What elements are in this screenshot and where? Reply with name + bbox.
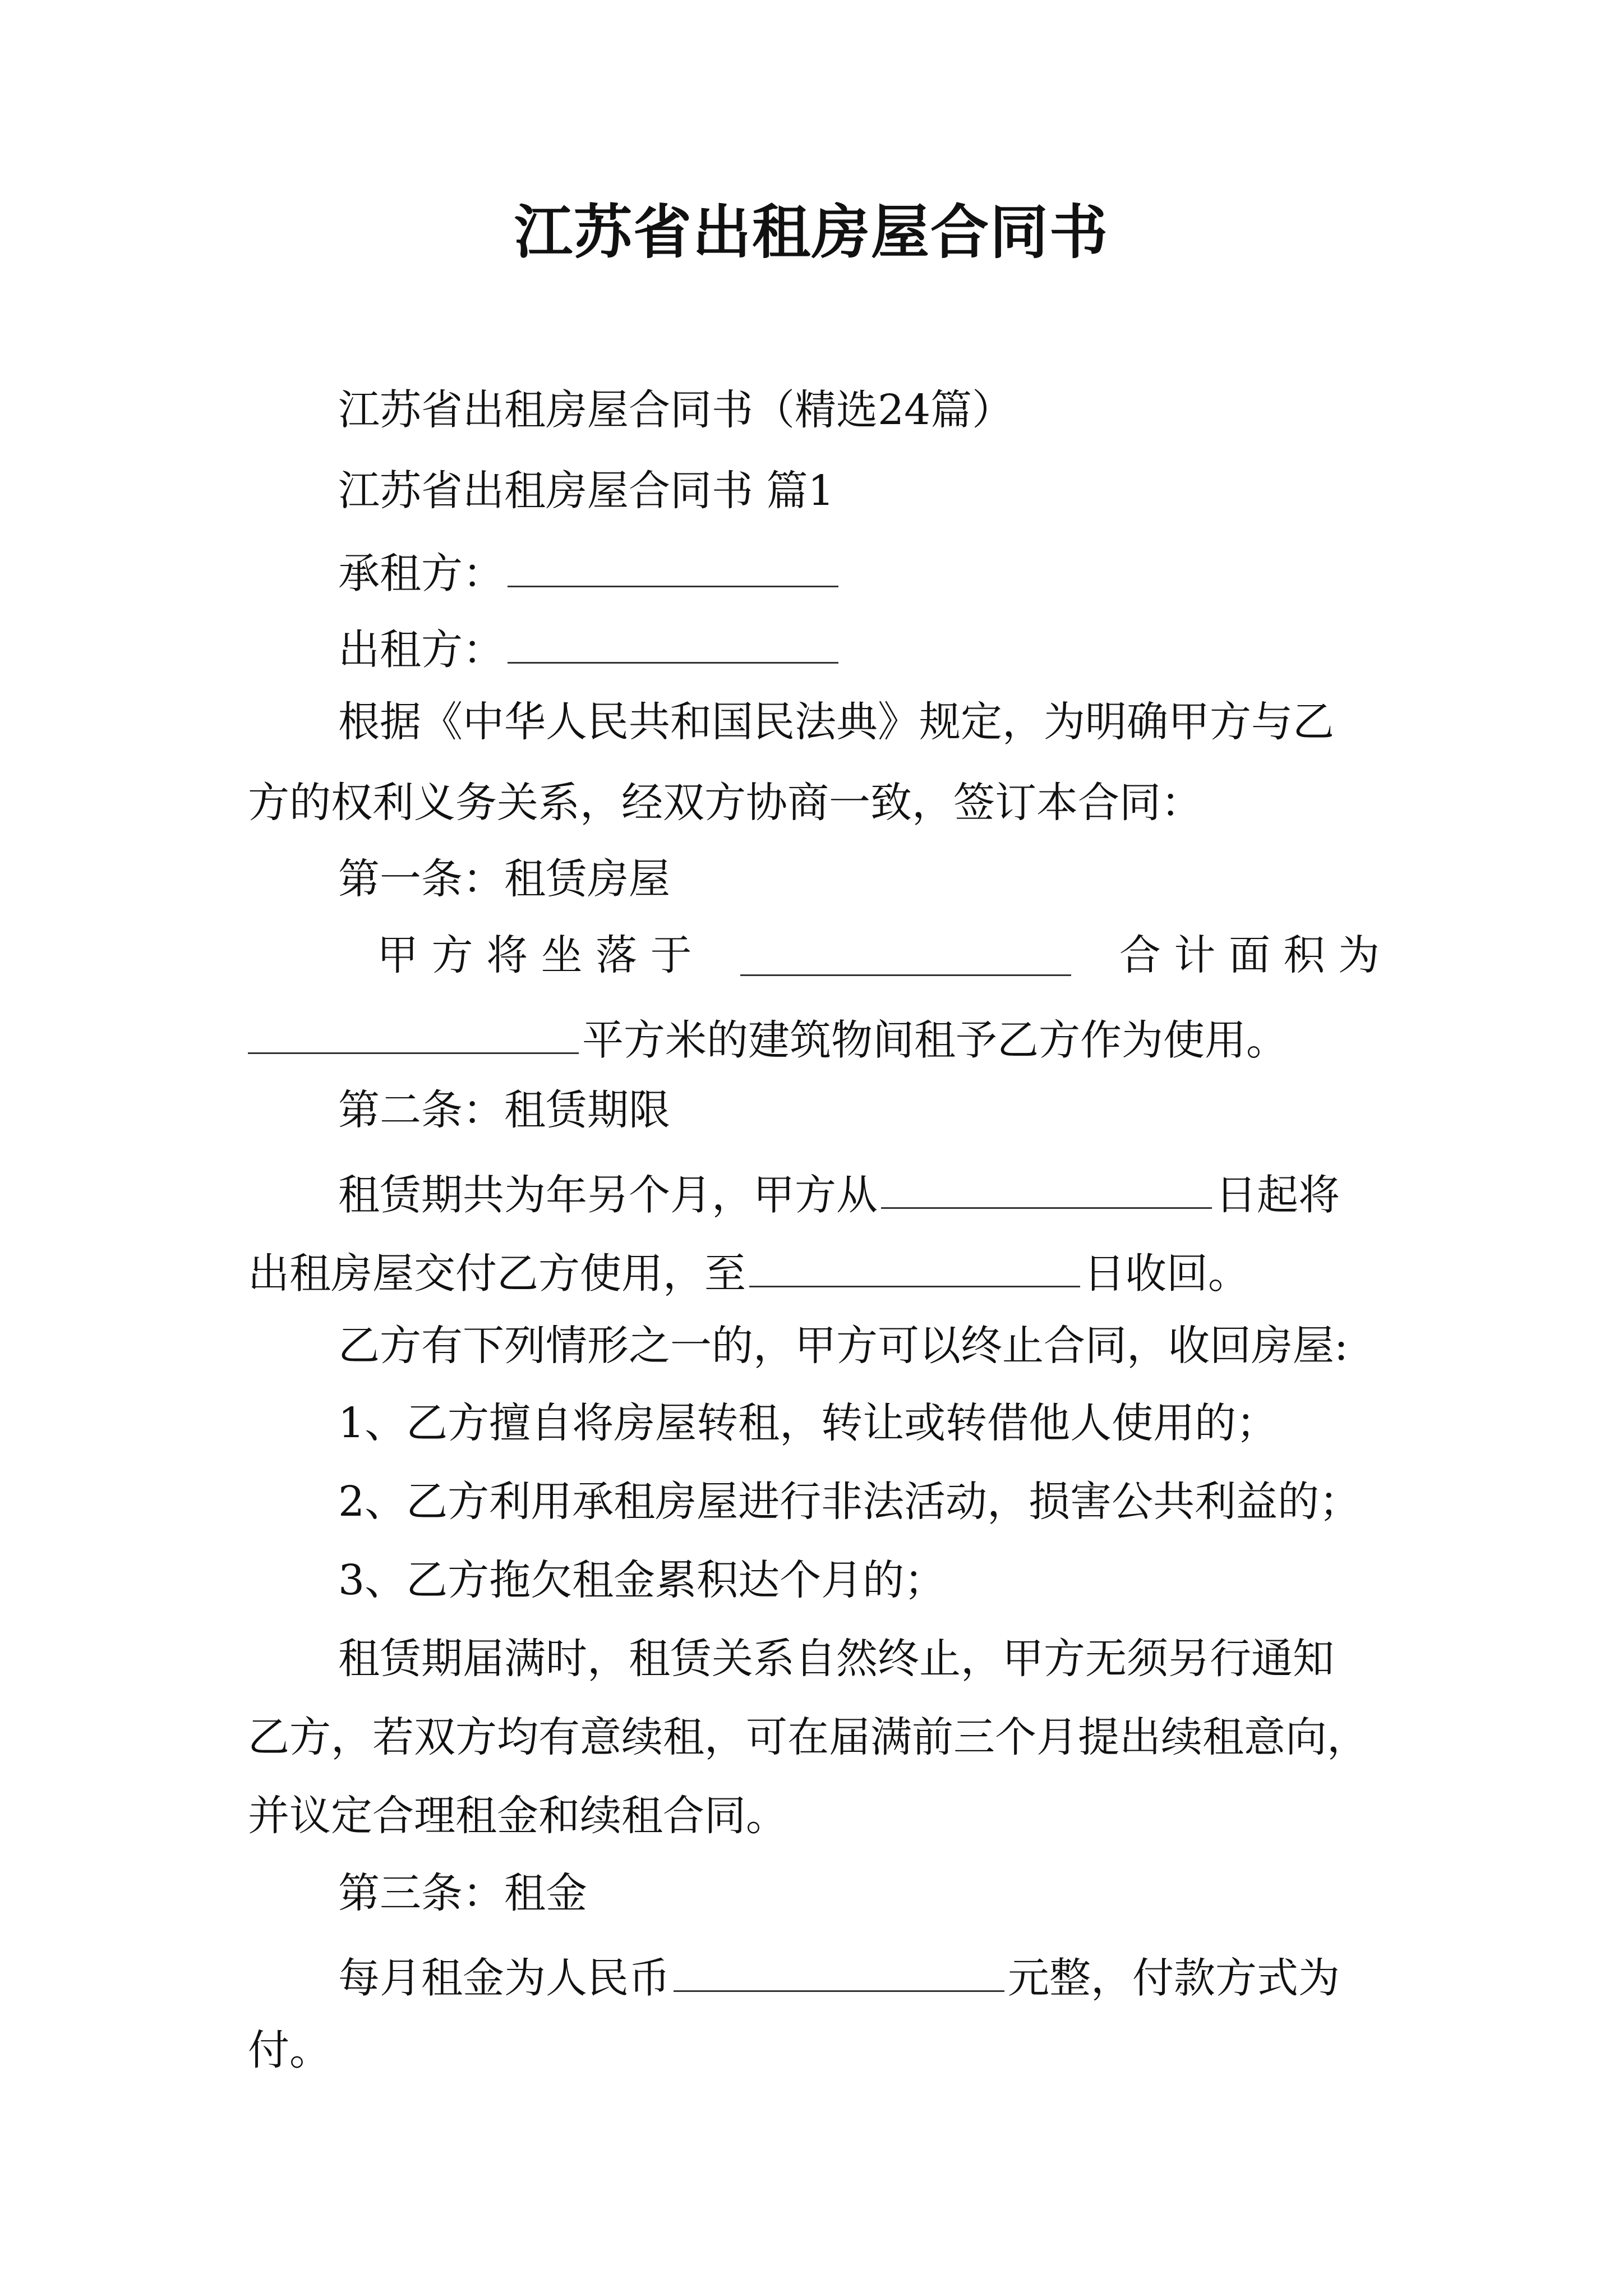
termination-item-1: 1、乙方擅自将房屋转租，转让或转借他人使用的； xyxy=(338,1399,1278,1447)
article-3-text-a: 每月租金为人民币 xyxy=(338,1954,670,2003)
tenant-blank xyxy=(508,546,838,587)
article-1-heading: 第一条：租赁房屋 xyxy=(338,855,670,903)
article-1-text-a: 甲 方 将 坐 落 于 xyxy=(377,931,692,979)
end-date-blank xyxy=(749,1246,1080,1287)
article-1-text-c: 平方米的建筑物间租予乙方作为使用。 xyxy=(582,1016,1288,1065)
article-1-line-1 xyxy=(377,931,1380,979)
landlord-line xyxy=(338,623,842,674)
intro-line-2: 方的权利义务关系，经双方协商一致，签订本合同： xyxy=(248,779,1202,827)
subtitle-line: 江苏省出租房屋合同书（精选24篇） xyxy=(338,386,1014,434)
article-2-line-1 xyxy=(338,1168,1340,1220)
rent-amount-blank xyxy=(674,1951,1004,1992)
termination-intro: 乙方有下列情形之一的，甲方可以终止合同，收回房屋: xyxy=(338,1322,1348,1370)
document-title: 江苏省出租房屋合同书 xyxy=(514,197,1109,266)
termination-item-2: 2、乙方利用承租房屋进行非法活动，损害公共利益的； xyxy=(338,1478,1361,1526)
part-heading: 江苏省出租房屋合同书 篇1 xyxy=(338,467,834,515)
article-2-text-d: 日收回。 xyxy=(1083,1249,1249,1298)
intro-line-1: 根据《中华人民共和国民法典》规定，为明确甲方与乙 xyxy=(338,698,1334,746)
area-blank xyxy=(248,1013,579,1054)
article-3-text-b: 元整，付款方式为 xyxy=(1008,1954,1340,2003)
article-3-line-1 xyxy=(338,1951,1340,2003)
article-2-text-c: 出租房屋交付乙方使用，至 xyxy=(248,1249,746,1298)
tenant-line xyxy=(338,546,842,598)
termination-item-3: 3、乙方拖欠租金累积达个月的； xyxy=(338,1556,946,1604)
article-1-text-b: 合 计 面 积 为 xyxy=(1119,931,1380,979)
article-2-text-b: 日起将 xyxy=(1215,1171,1340,1220)
article-1-line-2 xyxy=(248,1013,1288,1065)
article-2-line-2 xyxy=(248,1246,1249,1298)
article-3-heading: 第三条：租金 xyxy=(338,1869,587,1917)
expiry-line-3: 并议定合理租金和续租合同。 xyxy=(248,1792,787,1840)
tenant-label: 承租方： xyxy=(338,549,504,598)
landlord-blank xyxy=(508,623,838,664)
landlord-label: 出租方： xyxy=(338,625,504,674)
location-blank xyxy=(740,935,1071,976)
article-3-line-2: 付。 xyxy=(248,2026,331,2074)
expiry-line-2: 乙方，若双方均有意续租，可在届满前三个月提出续租意向， xyxy=(248,1713,1368,1761)
article-2-heading: 第二条：租赁期限 xyxy=(338,1086,670,1134)
start-date-blank xyxy=(881,1168,1212,1209)
expiry-line-1: 租赁期届满时，租赁关系自然终止，甲方无须另行通知 xyxy=(338,1635,1334,1683)
article-2-text-a: 租赁期共为年另个月，甲方从 xyxy=(338,1171,878,1220)
